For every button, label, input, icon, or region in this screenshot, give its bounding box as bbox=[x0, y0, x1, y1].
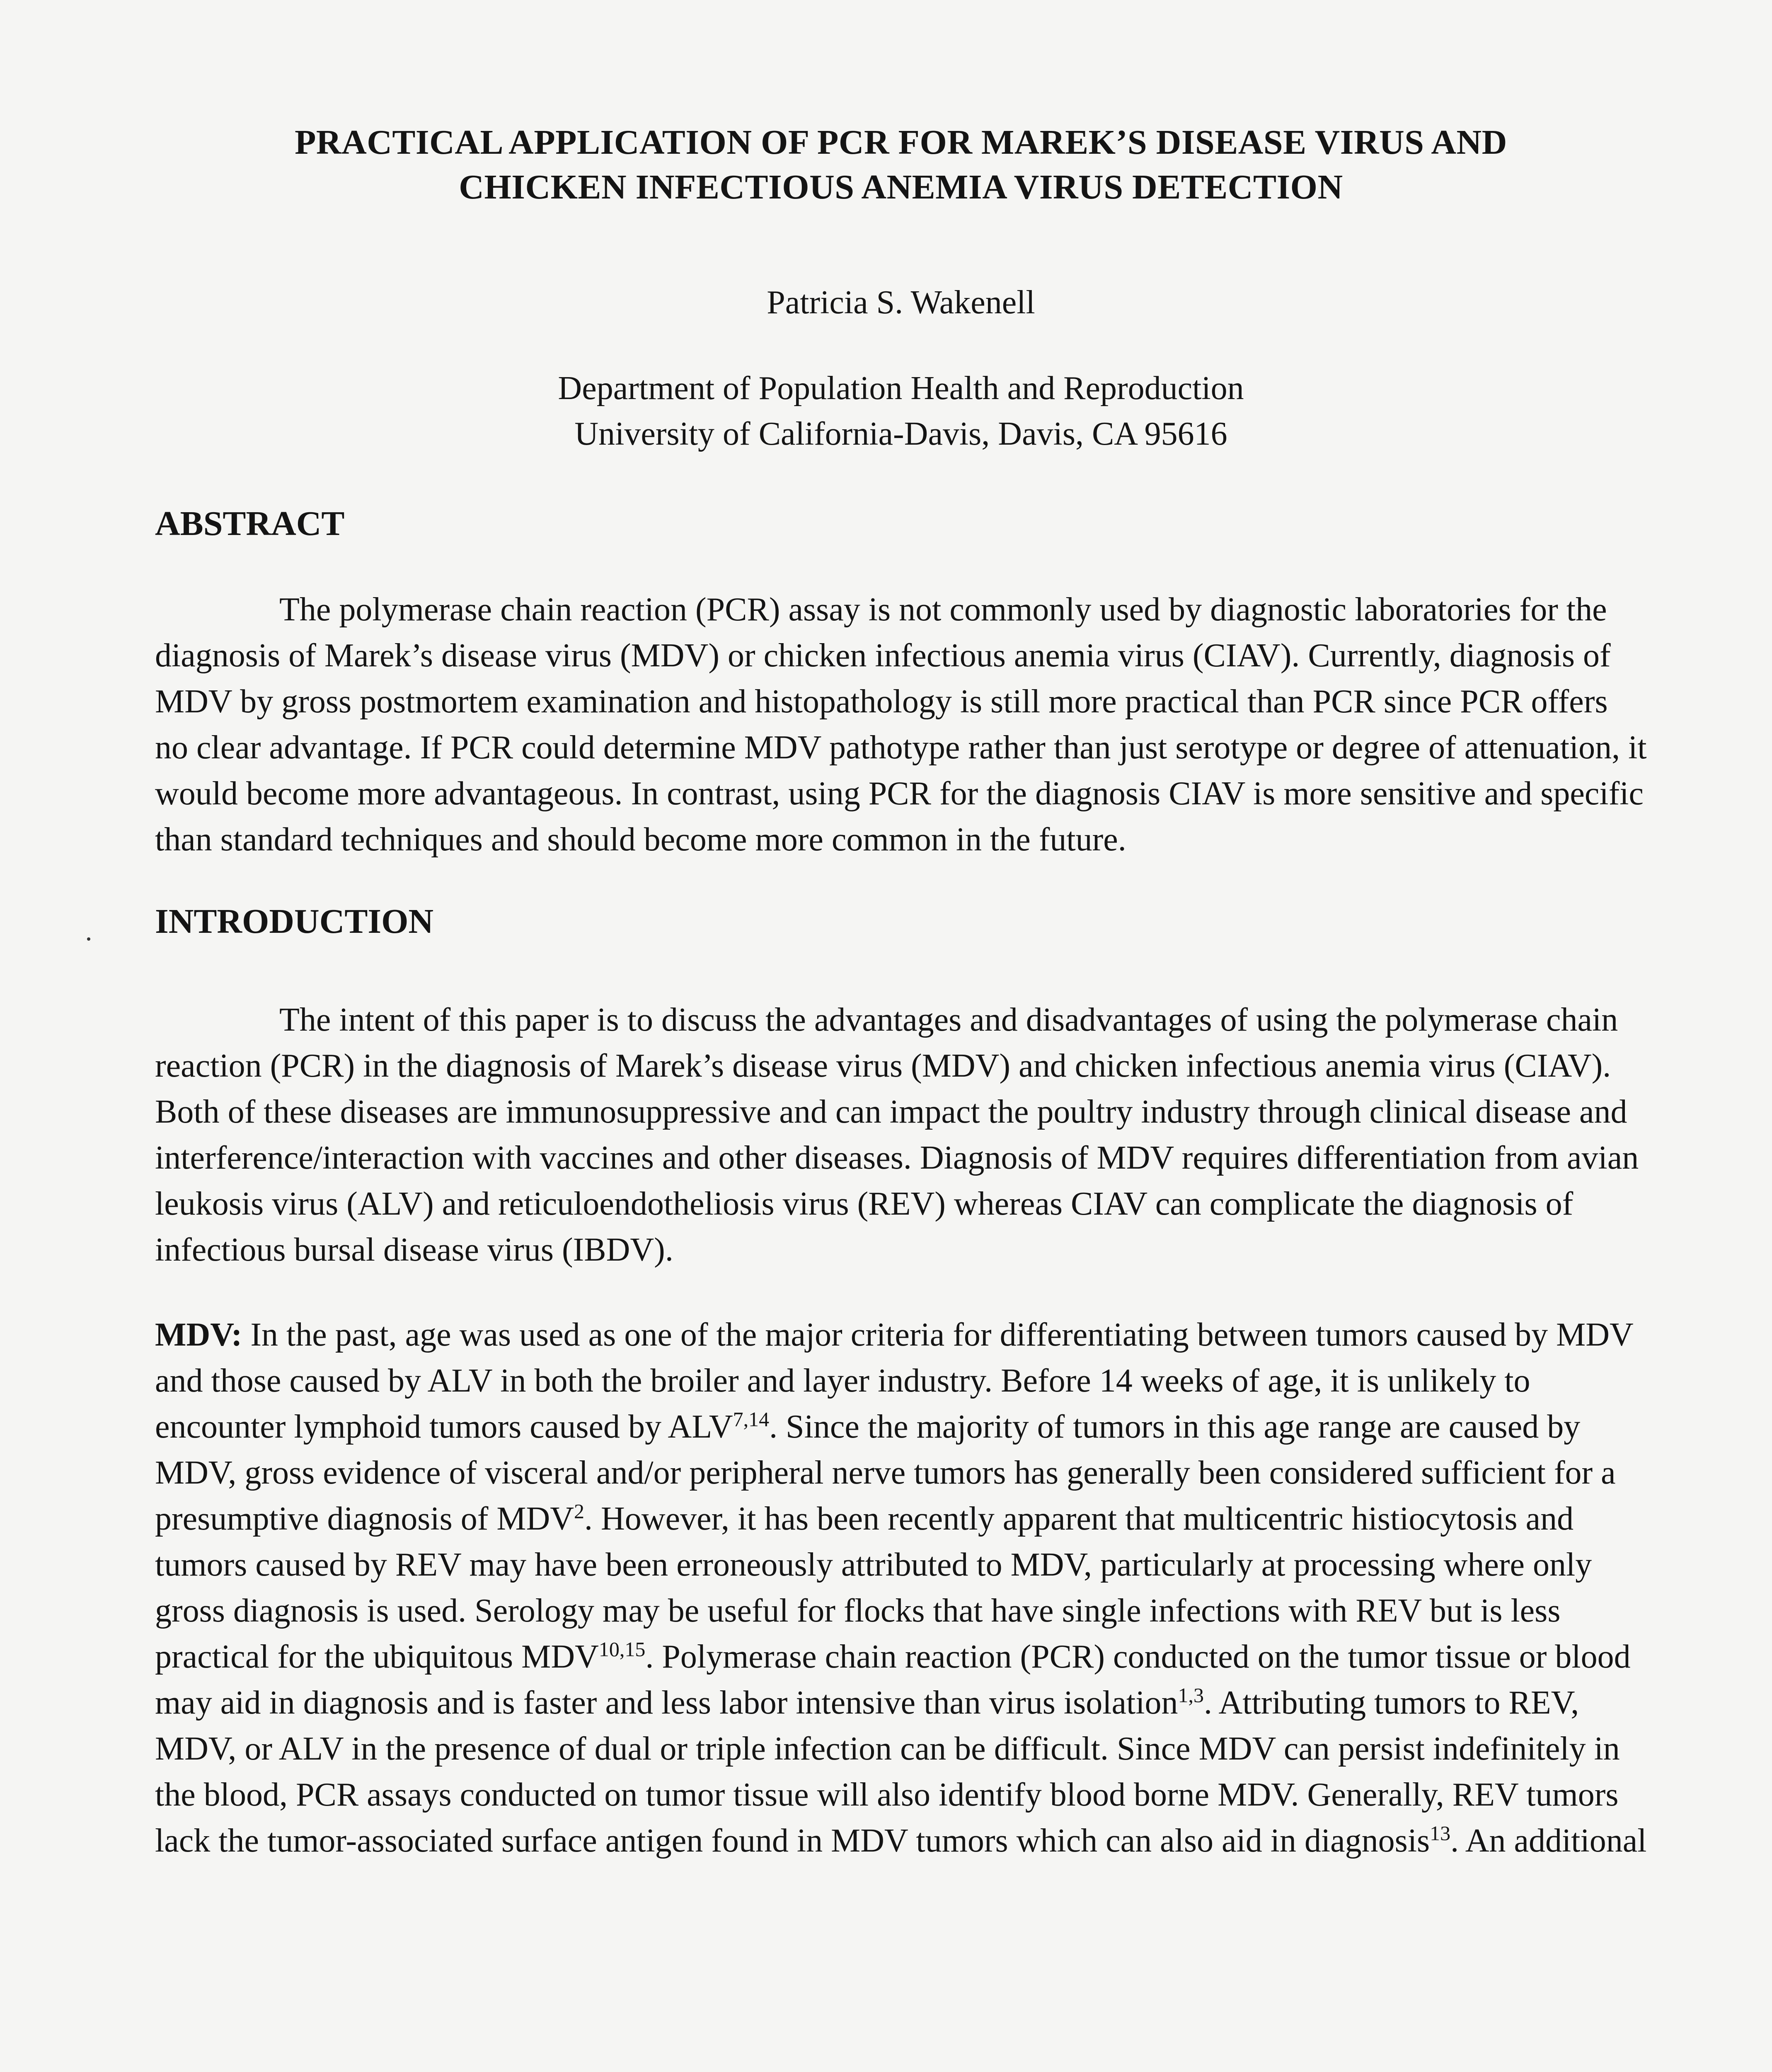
mdv-paragraph bbox=[155, 1312, 1647, 1864]
mdv-text-4: . Polymerase chain reaction (PCR) conducted on the tumor tissue or blood may aid in diagnosis and is faster and less labor intensive than virus isolation bbox=[155, 1639, 1631, 1721]
abstract-paragraph: The polymerase chain reaction (PCR) assay is not commonly used by diagnostic laboratories for the diagnosis of Marek’s disease virus (MDV) or chicken infectious anemia virus (CIAV). Currently, diagnosis of MDV by gross postmortem examination and histopathology is still more practical than PCR since PCR offers no clear advantage. If PCR could determine MDV pathotype rather than just serotype or degree of attenuation, it would become more advantageous. In contrast, using PCR for the diagnosis CIAV is more sensitive and specific than standard techniques and should become more common in the future. bbox=[155, 591, 1647, 858]
mdv-text-3: . However, it has been recently apparent that multicentric histiocytosis and tumors caused by REV may have been erroneously attributed to MDV, particularly at processing where only gross diagnosis is used. Serology may be useful for flocks that have single infections with REV but is less practical for the ubiquitous MDV bbox=[155, 1501, 1592, 1675]
paper-content bbox=[155, 120, 1647, 1864]
mdv-text-6: . An additional bbox=[1450, 1823, 1647, 1859]
scan-speck bbox=[87, 937, 90, 941]
author-name: Patricia S. Wakenell bbox=[767, 284, 1035, 321]
mdv-text-5: . Attributing tumors to REV, MDV, or ALV in the presence of dual or triple infection can be difficult. Since MDV can persist indefinitely in the blood, PCR assays conducted on tumor tissue will also identify blood borne MDV. Generally, REV tumors lack the tumor-associated surface antigen found in MDV tumors which can also aid in diagnosis bbox=[155, 1685, 1620, 1859]
citation-ref: 7,14 bbox=[733, 1407, 770, 1431]
mdv-text-2: . Since the majority of tumors in this age range are caused by MDV, gross evidence of visceral and/or peripheral nerve tumors has generally been considered sufficient for a presumptive diagnosis of MDV bbox=[155, 1409, 1616, 1537]
affiliation-line-2: University of California-Davis, Davis, CA 95616 bbox=[574, 416, 1227, 452]
title-line-1: PRACTICAL APPLICATION OF PCR FOR MAREK’S DISEASE VIRUS AND bbox=[295, 123, 1507, 162]
abstract-heading: ABSTRACT bbox=[155, 504, 345, 543]
title-line-2: CHICKEN INFECTIOUS ANEMIA VIRUS DETECTION bbox=[459, 168, 1343, 206]
citation-ref: 2 bbox=[574, 1499, 585, 1523]
citation-ref: 10,15 bbox=[598, 1637, 646, 1661]
citation-ref: 1,3 bbox=[1178, 1683, 1204, 1707]
introduction-paragraph: The intent of this paper is to discuss the advantages and disadvantages of using the polymerase chain reaction (PCR) in the diagnosis of Marek’s disease virus (MDV) and chicken infectious anemia virus (CIAV). Both of these diseases are immunosuppressive and can impact the poultry industry through clinical disease and interference/interaction with vaccines and other diseases. Diagnosis of MDV requires differentiation from avian leukosis virus (ALV) and reticuloendotheliosis virus (REV) whereas CIAV can complicate the diagnosis of infectious bursal disease virus (IBDV). bbox=[155, 1002, 1639, 1268]
affiliation-line-1: Department of Population Health and Reproduction bbox=[558, 370, 1244, 407]
paper-title bbox=[155, 120, 1647, 210]
introduction-heading: INTRODUCTION bbox=[155, 902, 434, 941]
citation-ref: 13 bbox=[1430, 1821, 1451, 1845]
mdv-text-1: In the past, age was used as one of the major criteria for differentiating between tumors caused by MDV and those caused by ALV in both the broiler and layer industry. Before 14 weeks of age, it is unlikely to encounter lymphoid tumors caused by ALV bbox=[155, 1317, 1633, 1445]
mdv-section-label: MDV: bbox=[155, 1317, 242, 1353]
affiliation bbox=[155, 366, 1647, 457]
